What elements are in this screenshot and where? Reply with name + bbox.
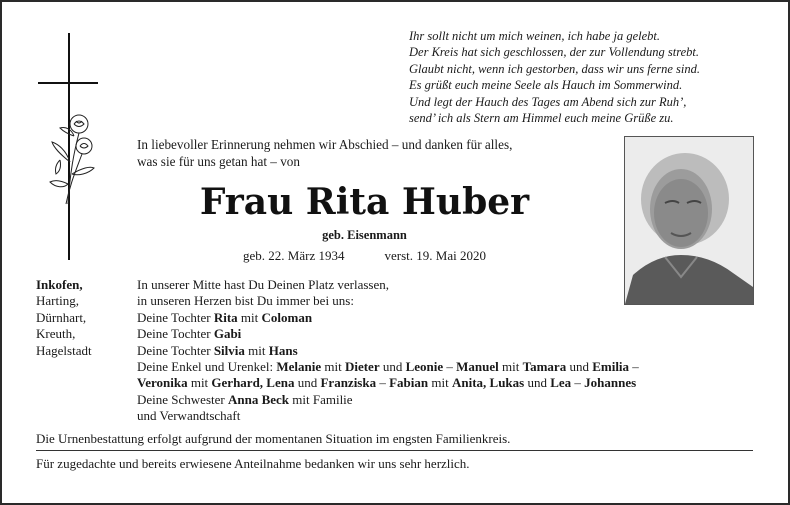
intro-line: was sie für uns getan hat – von bbox=[137, 154, 300, 169]
text-line: und Verwandtschaft bbox=[137, 408, 241, 424]
poem-line: Ihr sollt nicht um mich weinen, ich habe ja gelebt. bbox=[409, 29, 660, 43]
poem-line: Es grüßt euch meine Seele als Hauch im Sommerwind. bbox=[409, 78, 683, 93]
place-item: Harting, bbox=[36, 293, 79, 309]
poem-line: send’ ich als Stern am Himmel euch meine Grüße zu. bbox=[409, 111, 674, 126]
intro-text bbox=[137, 136, 607, 170]
daughter-silvia-line: Deine Tochter Silvia mit Hans bbox=[137, 342, 298, 358]
deceased-name: Frau Rita Huber bbox=[199, 181, 530, 223]
intro-line: In liebevoller Erinnerung nehmen wir Abschied – und danken für alles, bbox=[137, 137, 513, 152]
cross-horizontal bbox=[38, 82, 98, 84]
sister-line: Deine Schwester Anna Beck mit Familie bbox=[137, 391, 353, 407]
grandchildren-line: Deine Enkel und Urenkel: Melanie mit Dieter und Leonie – Manuel mit Tamara und Emilia – bbox=[137, 359, 639, 375]
text-line: in unseren Herzen bist Du immer bei uns: bbox=[137, 293, 354, 309]
birth-name: geb. Eisenmann bbox=[322, 228, 407, 242]
roses-icon bbox=[46, 112, 98, 207]
place-item: Hagelstadt bbox=[36, 342, 92, 358]
places-list bbox=[36, 277, 131, 359]
text-line: In unserer Mitte hast Du Deinen Platz verlassen, bbox=[137, 277, 389, 292]
poem bbox=[409, 28, 769, 126]
mourners-text bbox=[137, 277, 757, 425]
burial-note: Die Urnenbestattung erfolgt aufgrund der momentanen Situation im engsten Familienkreis. bbox=[36, 431, 511, 446]
daughter-gabi-line: Deine Tochter Gabi bbox=[137, 326, 242, 342]
death-date: verst. 19. Mai 2020 bbox=[384, 248, 486, 263]
poem-line: Der Kreis hat sich geschlossen, der zur Vollendung strebt. bbox=[409, 45, 700, 60]
daughter-rita-line: Deine Tochter Rita mit Coloman bbox=[137, 309, 313, 325]
place-item: Kreuth, bbox=[36, 326, 76, 342]
poem-line: Glaubt nicht, wenn ich gestorben, dass wir uns ferne sind. bbox=[409, 61, 700, 76]
poem-line: Und legt der Hauch des Tages am Abend sich zur Ruh’, bbox=[409, 94, 687, 109]
birth-date: geb. 22. März 1934 bbox=[243, 248, 345, 263]
divider bbox=[36, 450, 753, 451]
thanks-note: Für zugedachte und bereits erwiesene Anteilnahme bedanken wir uns sehr herzlich. bbox=[36, 456, 470, 471]
place-item: Inkofen, bbox=[36, 277, 83, 292]
place-item: Dürnhart, bbox=[36, 309, 87, 325]
life-dates bbox=[137, 248, 592, 264]
grandchildren-line-2: Veronika mit Gerhard, Lena und Franziska – Fabian mit Anita, Lukas und Lea – Johannes bbox=[137, 375, 637, 391]
